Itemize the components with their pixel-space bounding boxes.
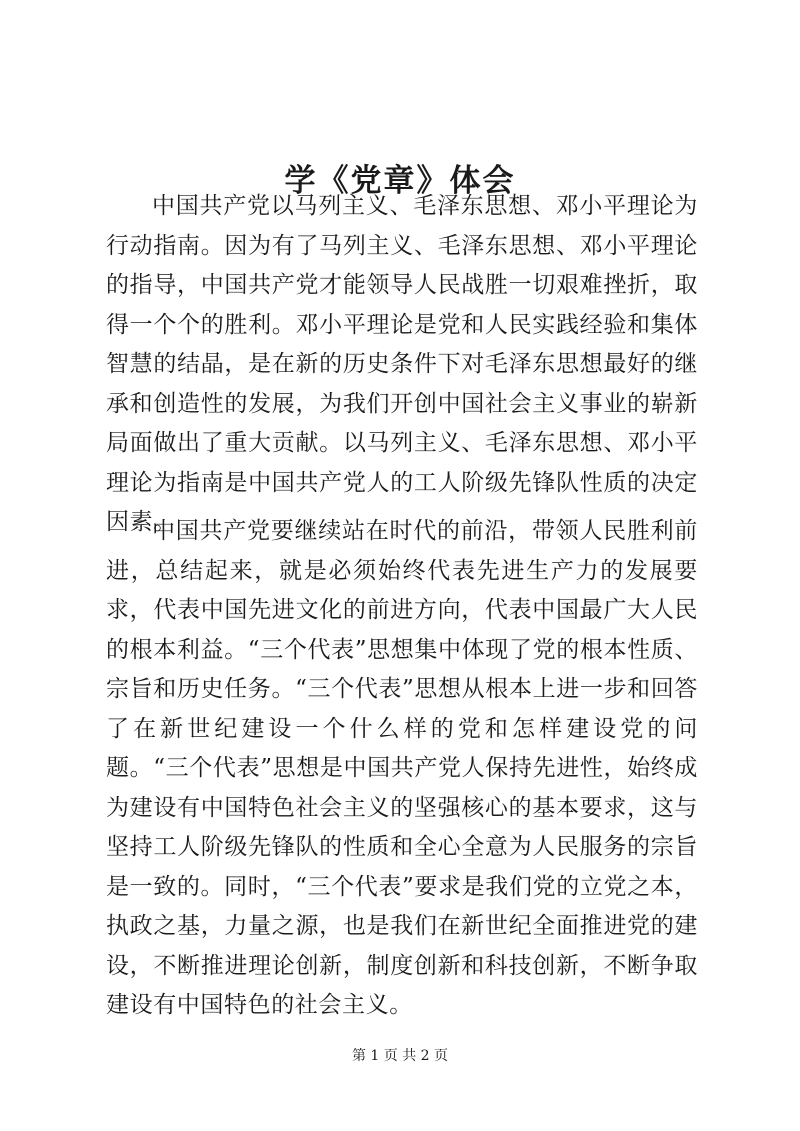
document-title: 学《党章》体会 (284, 162, 516, 199)
body-paragraph-1: 中国共产党以马列主义、毛泽东思想、邓小平理论为行动指南。因为有了马列主义、毛泽东思想、邓小平理论的指导，中国共产党才能领导人民战胜一切艰难挫折，取得一个个的胜利。邓小平理论是党和人民实践经验和集体智慧的结晶，是在新的历史条件下对毛泽东思想最好的继承和创造性的发展，为我们开创中国社会主义事业的崭新局面做出了重大贡献。以马列主义、毛泽东思想、邓小平理论为指南是中国共产党人的工人阶级先锋队性质的决定因素。 (106, 193, 698, 535)
page-number-footer: 第 1 页 共 2 页 (351, 1048, 449, 1064)
body-paragraph-2: 中国共产党要继续站在时代的前沿，带领人民胜利前进，总结起来，就是必须始终代表先进生产力的发展要求，代表中国先进文化的前进方向，代表中国最广大人民的根本利益。“三个代表”思想集中体现了党的根本性质、宗旨和历史任务。“三个代表”思想从根本上进一步和回答了在新世纪建设一个什么样的党和怎样建设党的问题。“三个代表”思想是中国共产党人保持先进性，始终成为建设有中国特色社会主义的坚强核心的基本要求，这与坚持工人阶级先锋队的性质和全心全意为人民服务的宗旨是一致的。同时，“三个代表”要求是我们党的立党之本，执政之基，力量之源，也是我们在新世纪全面推进党的建设，不断推进理论创新，制度创新和科技创新，不断争取建设有中国特色的社会主义。 (106, 518, 698, 1018)
